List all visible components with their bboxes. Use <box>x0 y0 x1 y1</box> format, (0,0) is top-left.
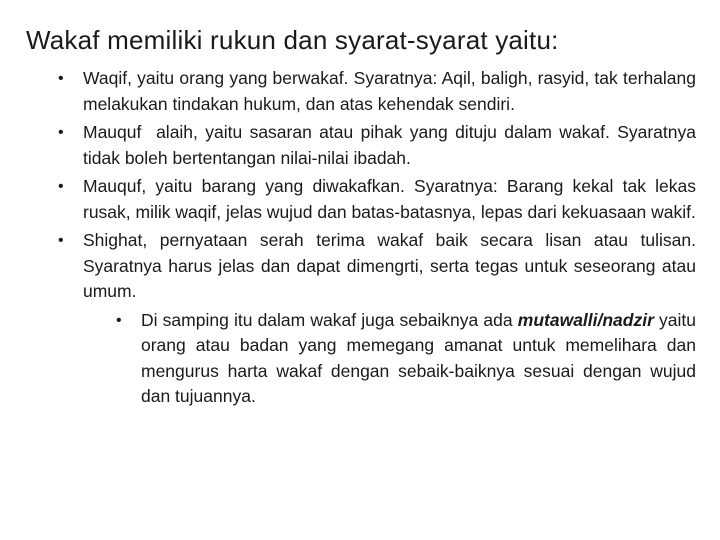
sub-bullet-item-mutawalli <box>58 308 696 410</box>
slide-title: Wakaf memiliki rukun dan syarat-syarat yaitu: <box>26 25 559 55</box>
bullet-icon: • <box>58 178 64 195</box>
bullet-item-mauquf <box>58 174 696 225</box>
bullet-text: Mauquf alaih, yaitu sasaran atau pihak yang dituju dalam wakaf. Syaratnya tidak boleh bertentangan nilai-nilai ibadah. <box>83 122 701 168</box>
bullet-icon: • <box>116 311 122 329</box>
sub-bullet-suffix: yaitu orang atau badan yang memegang amanat untuk memelihara dan mengurus harta wakaf dengan sebaik-baiknya sesuai dengan wujud dan tujuannya. <box>141 309 697 406</box>
bullet-icon: • <box>58 232 64 249</box>
bullet-text: Shighat, pernyataan serah terima wakaf baik secara lisan atau tulisan. Syaratnya harus jelas dan dapat dimengrti, serta tegas untuk seseorang atau umum. <box>83 230 696 301</box>
bullet-text: Mauquf, yaitu barang yang diwakafkan. Syaratnya: Barang kekal tak lekas rusak, milik waqif, jelas wujud dan batas-batasnya, lepas dari kekuasaan wakif. <box>83 176 696 222</box>
sub-bullet-emphasis: mutawalli/nadzir <box>517 309 654 330</box>
bullet-icon: • <box>58 124 64 141</box>
bullet-list <box>58 66 701 413</box>
bullet-icon: • <box>58 70 64 87</box>
bullet-item-waqif <box>58 66 696 117</box>
bullet-item-mauquf-alaih <box>58 120 701 171</box>
bullet-item-shighat <box>58 228 696 305</box>
bullet-text: Waqif, yaitu orang yang berwakaf. Syaratnya: Aqil, baligh, rasyid, tak terhalang melakukan tindakan hukum, dan atas kehendak sendiri. <box>83 68 696 114</box>
sub-bullet-prefix: Di samping itu dalam wakaf juga sebaiknya ada <box>141 309 518 330</box>
